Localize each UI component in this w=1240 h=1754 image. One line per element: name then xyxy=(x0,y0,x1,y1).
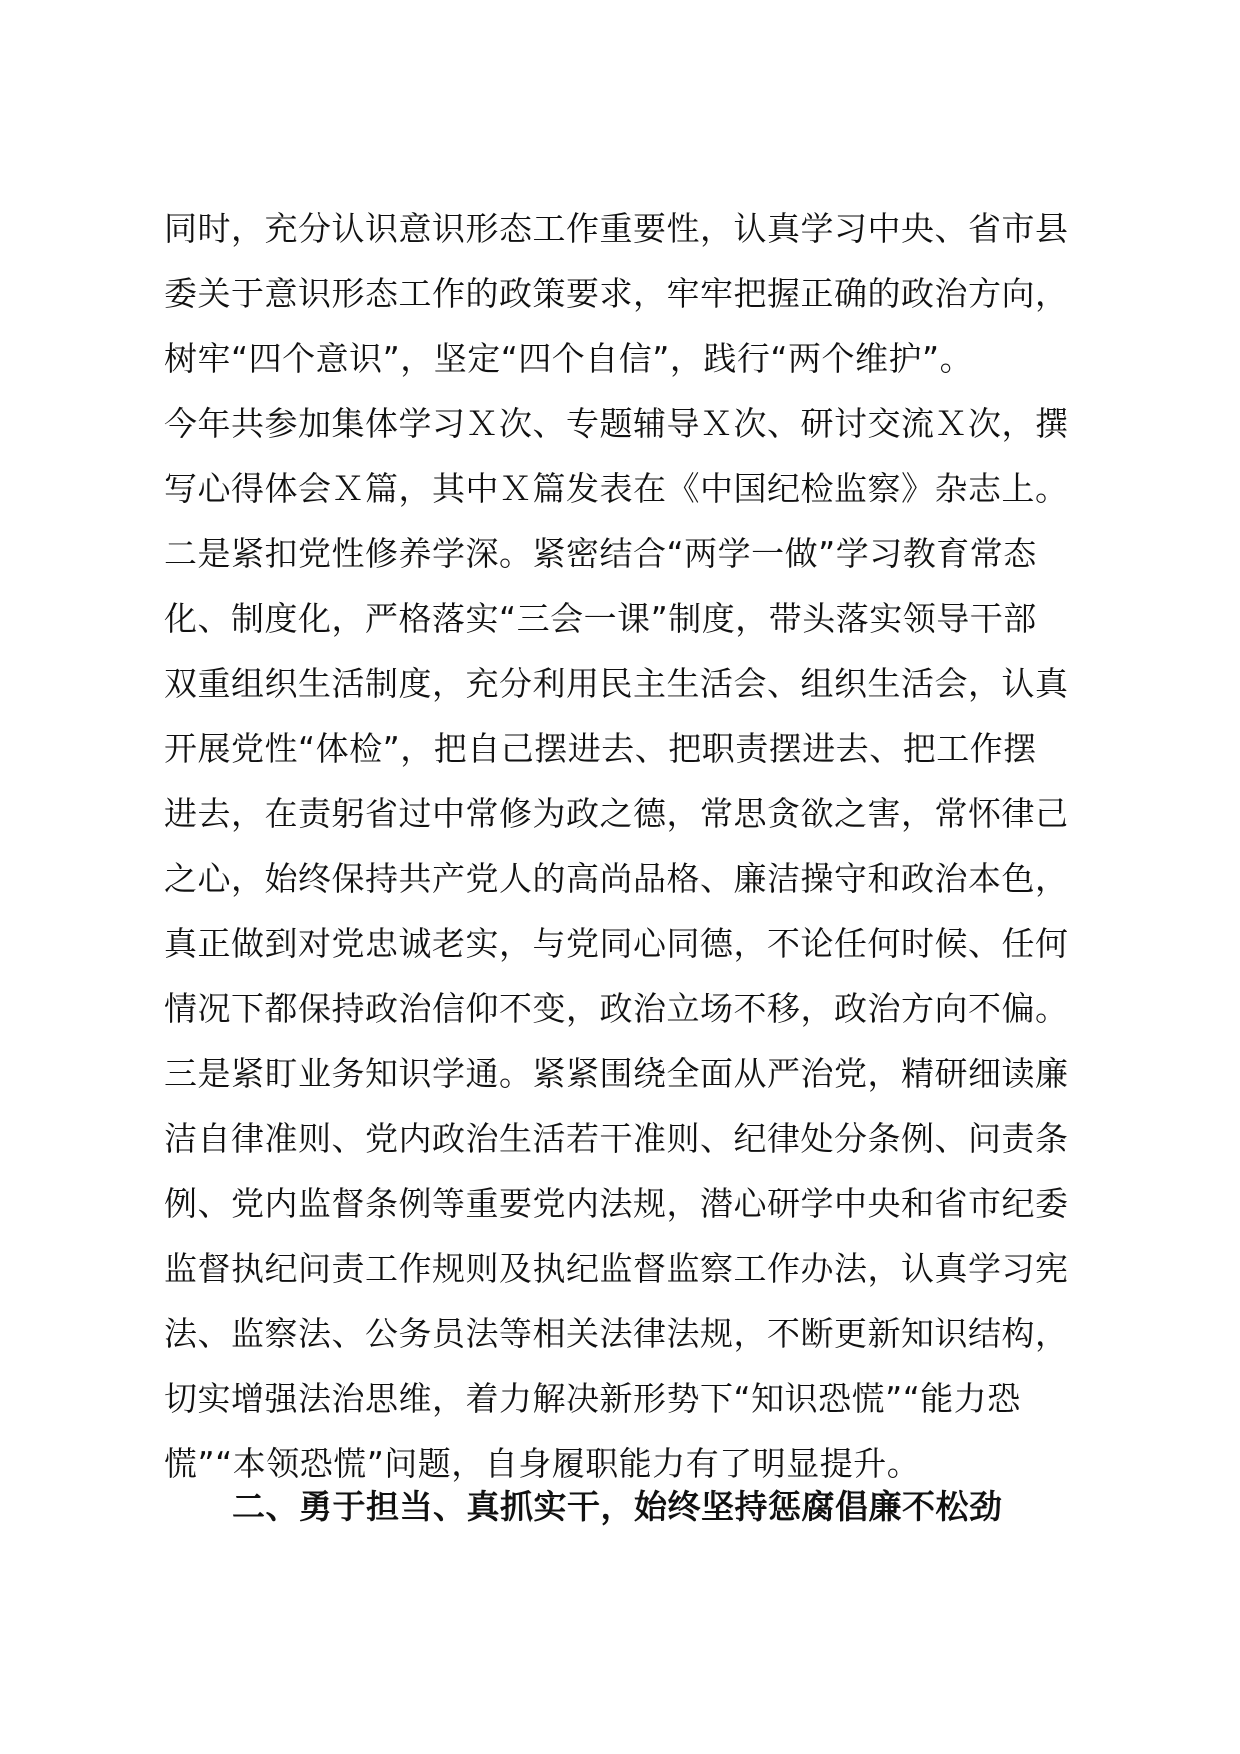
text-line: 三是紧盯业务知识学通。紧紧围绕全面从严治党，精研细读廉 xyxy=(164,1054,1069,1093)
text-line: 情况下都保持政治信仰不变，政治立场不移，政治方向不偏。 xyxy=(164,989,1069,1028)
body-text xyxy=(164,196,1084,1496)
section-heading: 二、勇于担当、真抓实干，始终坚持惩腐倡廉不松劲 xyxy=(232,1487,1003,1526)
text-line: 慌”“本领恐慌”问题，自身履职能力有了明显提升。 xyxy=(164,1444,921,1483)
text-line: 同时，充分认识意识形态工作重要性，认真学习中央、省市县 xyxy=(164,209,1069,248)
text-line: 化、制度化，严格落实“三会一课”制度，带头落实领导干部 xyxy=(164,599,1037,638)
text-line: 法、监察法、公务员法等相关法律法规，不断更新知识结构， xyxy=(164,1314,1069,1353)
text-line: 洁自律准则、党内政治生活若干准则、纪律处分条例、问责条 xyxy=(164,1119,1069,1158)
text-line: 开展党性“体检”，把自己摆进去、把职责摆进去、把工作摆 xyxy=(164,729,1037,768)
text-line: 真正做到对党忠诚老实，与党同心同德，不论任何时候、任何 xyxy=(164,924,1069,963)
text-line: 进去，在责躬省过中常修为政之德，常思贪欲之害，常怀律己 xyxy=(164,794,1069,833)
text-line: 双重组织生活制度，充分利用民主生活会、组织生活会，认真 xyxy=(164,664,1069,703)
text-line: 之心，始终保持共产党人的高尚品格、廉洁操守和政治本色， xyxy=(164,859,1069,898)
text-line: 切实增强法治思维，着力解决新形势下“知识恐慌”“能力恐 xyxy=(164,1379,1021,1418)
text-line: 写心得体会Ｘ篇，其中Ｘ篇发表在《中国纪检监察》杂志上。 xyxy=(164,469,1069,508)
text-line: 二是紧扣党性修养学深。紧密结合“两学一做”学习教育常态 xyxy=(164,534,1037,573)
text-line: 监督执纪问责工作规则及执纪监督监察工作办法，认真学习宪 xyxy=(164,1249,1069,1288)
text-line: 今年共参加集体学习Ｘ次、专题辅导Ｘ次、研讨交流Ｘ次，撰 xyxy=(164,404,1069,443)
text-line: 例、党内监督条例等重要党内法规，潜心研学中央和省市纪委 xyxy=(164,1184,1069,1223)
text-line: 树牢“四个意识”，坚定“四个自信”，践行“两个维护”。 xyxy=(164,339,974,378)
text-line: 委关于意识形态工作的政策要求，牢牢把握正确的政治方向， xyxy=(164,274,1069,313)
